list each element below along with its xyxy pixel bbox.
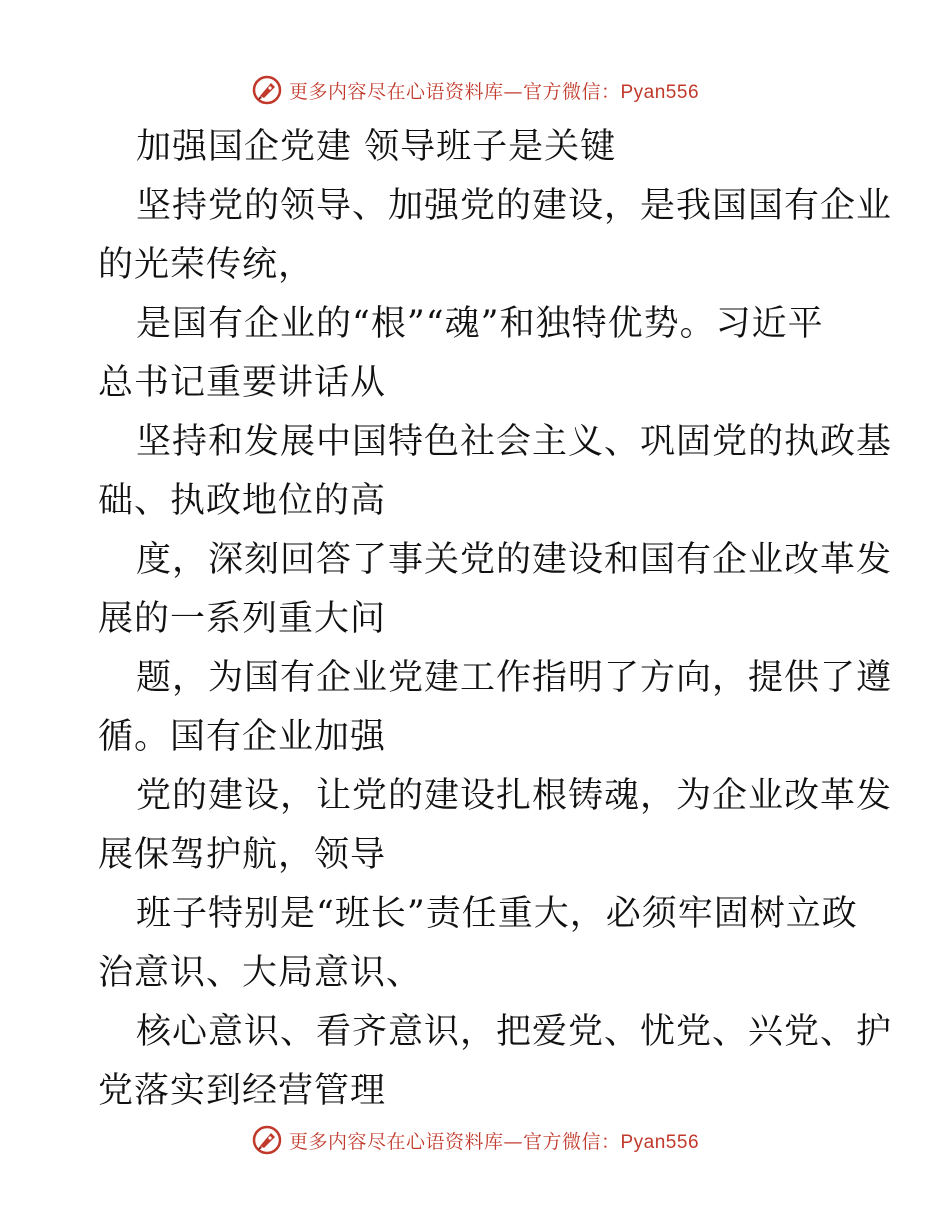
document-line: 的光荣传统， (98, 245, 315, 285)
watermark-handle: Pyan556 (620, 1131, 700, 1153)
document-line: 党的建设，让党的建设扎根铸魂，为企业改革发 (136, 776, 893, 816)
header-watermark (0, 70, 950, 110)
document-line: 题，为国有企业党建工作指明了方向，提供了遵 (136, 658, 893, 698)
document-line: 坚持和发展中国特色社会主义、巩固党的执政基 (136, 422, 893, 462)
watermark-handle: Pyan556 (620, 81, 700, 103)
document-line: 循。国有企业加强 (98, 717, 387, 757)
watermark-text: 更多内容尽在心语资料库—官方微信：Pyan556 (288, 80, 700, 103)
document-line: 总书记重要讲话从 (98, 363, 387, 403)
document-line: 度，深刻回答了事关党的建设和国有企业改革发 (136, 540, 893, 580)
document-line: 是国有企业的“根”“魂”和独特优势。习近平 (136, 304, 824, 344)
document-line: 治意识、大局意识、 (98, 953, 423, 993)
document-line: 核心意识、看齐意识，把爱党、忧党、兴党、护 (136, 1012, 893, 1052)
document-line: 展的一系列重大问 (98, 599, 387, 639)
document-line: 党落实到经营管理 (98, 1071, 387, 1111)
pen-nib-logo-icon (251, 74, 283, 106)
document-title: 加强国企党建 领导班子是关键 (136, 127, 617, 167)
pen-nib-logo-icon (251, 1124, 283, 1156)
watermark-text: 更多内容尽在心语资料库—官方微信：Pyan556 (288, 1130, 700, 1153)
document-body (98, 118, 893, 1121)
document-line: 坚持党的领导、加强党的建设，是我国国有企业 (136, 186, 893, 226)
document-line: 展保驾护航，领导 (98, 835, 387, 875)
document-line: 础、执政地位的高 (98, 481, 387, 521)
document-line: 班子特别是“班长”责任重大，必须牢固树立政 (136, 894, 858, 934)
footer-watermark (0, 1120, 950, 1160)
